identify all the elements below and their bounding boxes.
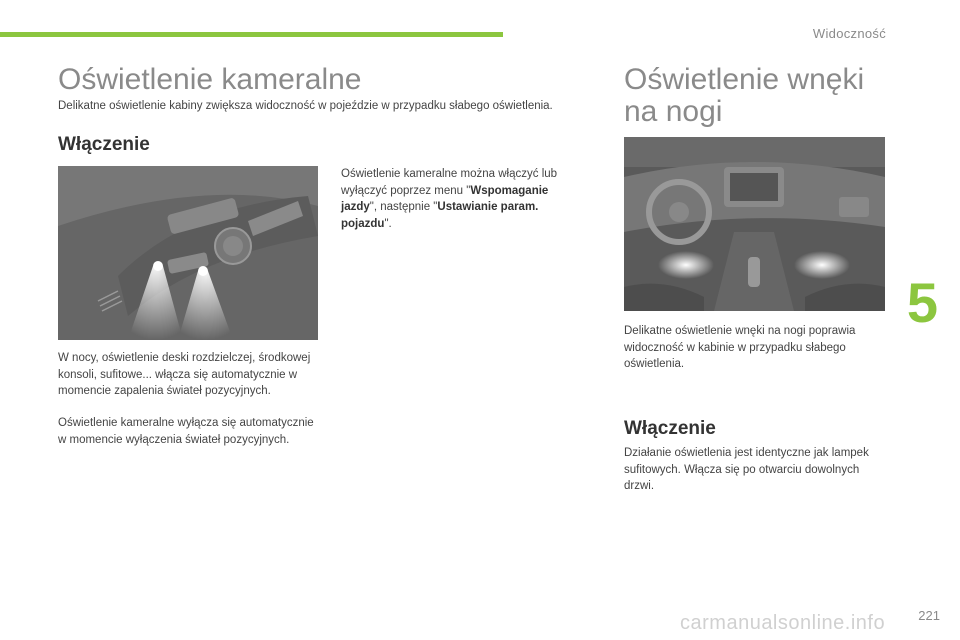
left-intro: Delikatne oświetlenie kabiny zwiększa widoczność w pojeździe w przypadku słabego oświetlenia.: [58, 100, 553, 112]
right-subheading: Włączenie: [624, 418, 716, 439]
left-caption-1: W nocy, oświetlenie deski rozdzielczej, środkowej konsoli, sufitowe... włącza się automatycznie w momencie zapalenia świateł pozycyjnych.: [58, 352, 311, 397]
left-subheading: Włączenie: [58, 134, 150, 155]
menu-text-end: ".: [384, 217, 392, 230]
left-title: Oświetlenie kameralne: [58, 63, 362, 96]
left-menu-paragraph: [341, 166, 581, 232]
right-title-line2: na nogi: [624, 95, 723, 128]
accent-bar: [0, 32, 503, 37]
chapter-number: 5: [906, 271, 938, 334]
menu-text-before: Oświetlenie kameralne można włączyć lub wyłączyć poprzez menu ": [341, 168, 558, 197]
right-title: [624, 64, 864, 128]
ceiling-lights-image: [58, 166, 318, 340]
menu-text-mid: ", następnie ": [369, 201, 438, 213]
right-title-line1: Oświetlenie wnęki: [624, 63, 865, 96]
page-number: 221: [918, 608, 940, 623]
footwell-image: [624, 137, 885, 311]
menu-bold-settings: Ustawianie param. pojazdu: [341, 201, 539, 230]
left-caption-2: Oświetlenie kameralne wyłącza się automatycznie w momencie wyłączenia świateł pozycyjnych.: [58, 417, 314, 446]
section-title: Widoczność: [812, 26, 886, 41]
watermark: carmanualsonline.info: [680, 612, 886, 634]
right-para1: Delikatne oświetlenie wnęki na nogi poprawia widoczność w kabinie w przypadku słabego oświetlenia.: [624, 325, 856, 370]
right-para2: Działanie oświetlenia jest identyczne jak lampek sufitowych. Włącza się po otwarciu dowolnych drzwi.: [624, 447, 869, 492]
menu-bold-assist: Wspomaganie jazdy: [341, 184, 549, 213]
